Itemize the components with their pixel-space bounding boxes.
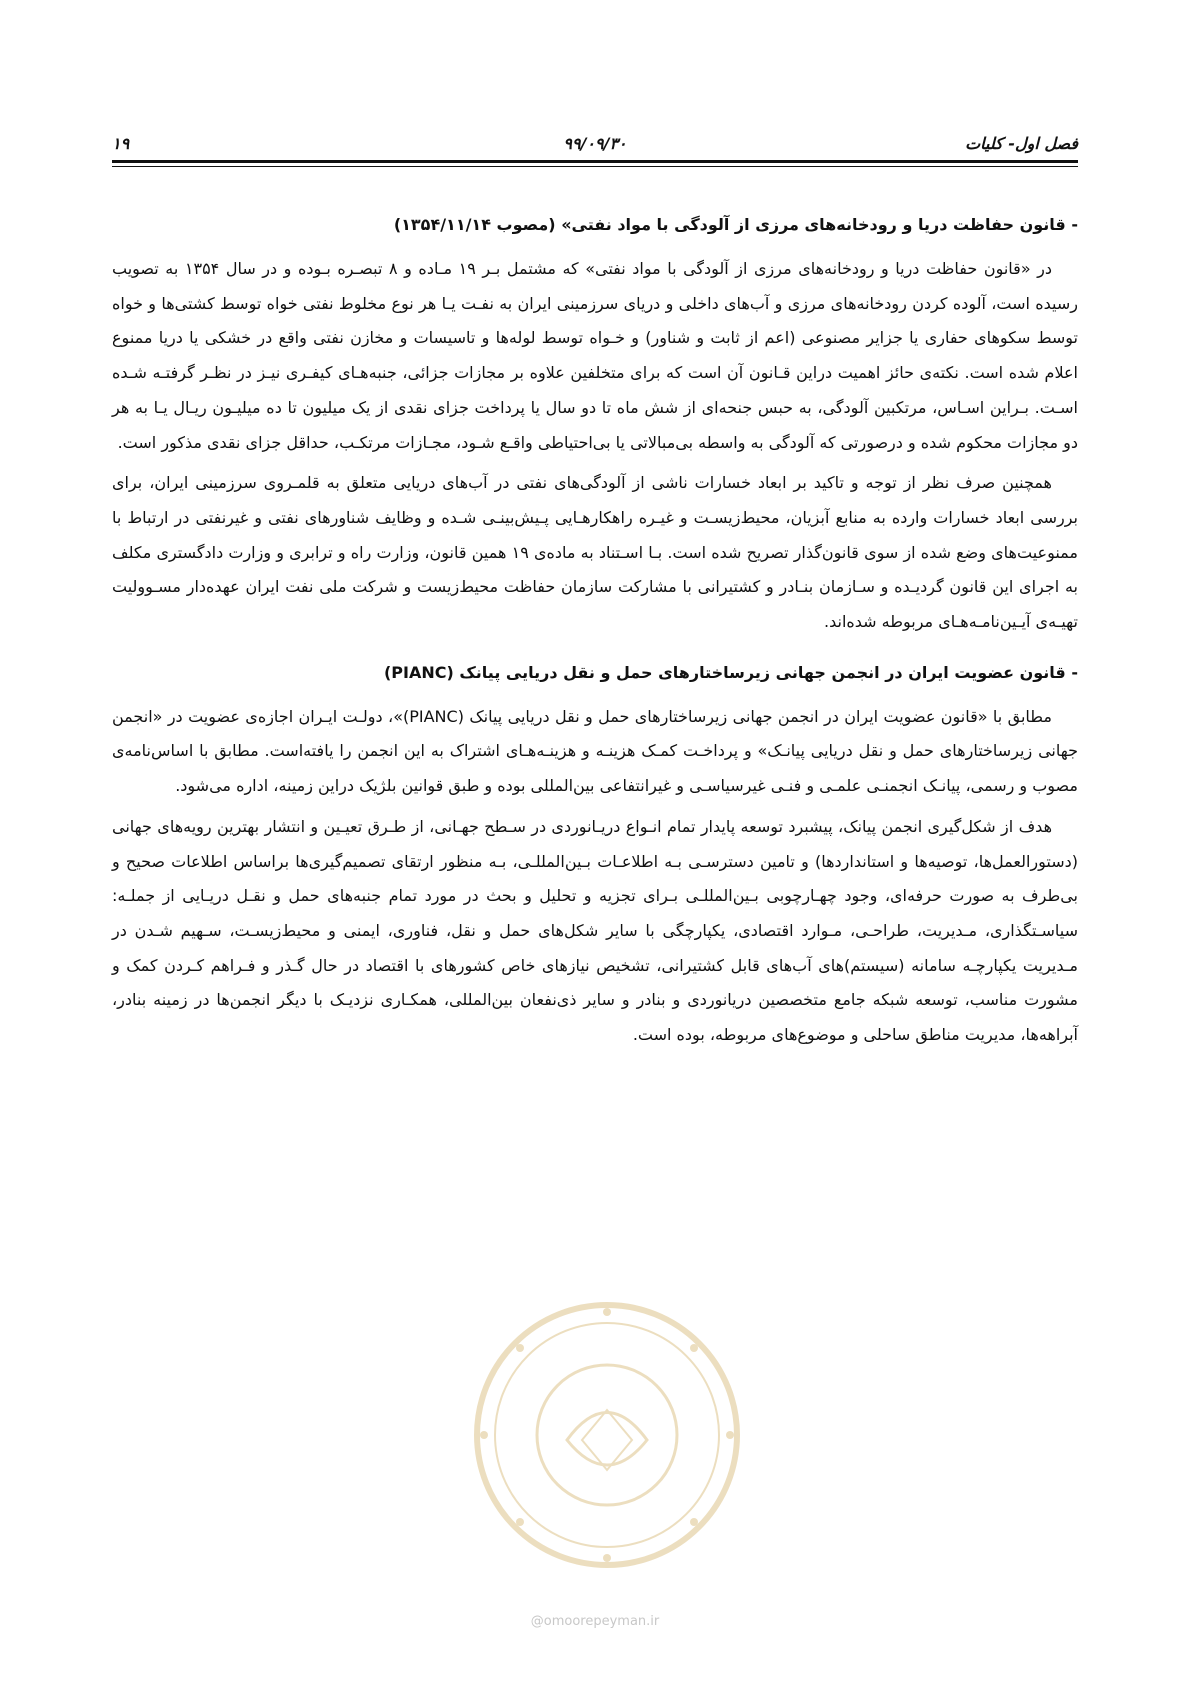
page-body (112, 210, 1078, 1059)
page-header (112, 128, 1078, 158)
paragraph: همچنین صرف نظر از توجه و تاکید بر ابعاد خسارات ناشی از آلودگی‌های نفتی در آب‌های دریایی متعلق به قلمـروی سرزمینی ایران، برای بررسی ابعاد خسارات وارده به منابع آبزیان، محیط‌زیسـت و غیـره راهکارهـایی پـیش‌بینـی شـده و وظایف شناورهای نفتی و غیرنفتی در ارتباط با ممنوعیت‌های وضع شده از سوی قانون‌گذار تصریح شده است. بـا اسـتناد به ماده‌ی ۱۹ همین قانون، وزارت راه و ترابری و وزارت دادگستری مکلف به اجرای این قانون گردیـده و سـازمان بنـادر و کشتیرانی با مشارکت سازمان حفاظت محیط‌زیست و شرکت ملی نفت ایران عهده‌دار مسـوولیت تهیـه‌ی آیـین‌نامـه‌هـای مربوطه شده‌اند. (112, 473, 1078, 632)
section-heading: - قانون حفاظت دریا و رودخانه‌های مرزی از آلودگی با مواد نفتی» (مصوب ۱۳۵۴/۱۱/۱۴) (393, 215, 1078, 234)
watermark-seal-icon (462, 1290, 752, 1580)
section-pianc-law (112, 658, 1078, 1053)
header-rule-thick (112, 160, 1078, 163)
paragraph: هدف از شکل‌گیری انجمن پیانک، پیشبرد توسعه پایدار تمام انـواع دریـانوردی در سـطح جهـانی، از طـرق تعیـین و انتشار بهترین رویه‌های جهانی (دستورالعمل‌ها، توصیه‌ها و استانداردها) و تامین دسترسـی بـه اطلاعـات بـین‌المللـی، بـه منظور ارتقای تصمیم‌گیری‌ها براساس اطلاعات صحیح و بی‌طرف به صورت حرفه‌ای، وجود چهـارچوبی بـین‌المللـی بـرای تجزیه و تحلیل و بحث در مورد تمام جنبه‌های حمل و نقـل دریـایی از جملـه: سیاسـتگذاری، مـدیریت، طراحـی، مـوارد اقتصادی، یکپارچگی با سایر شکل‌های حمل و نقل، فناوری، ایمنی و محیط‌زیسـت، سـهیم شـدن در مـدیریت یکپارچـه سامانه (سیستم)های آب‌های قابل کشتیرانی، تشخیص نیازهای خاص کشورهای با اقتصاد در حال گـذر و فـراهم کـردن کمک و مشورت مناسب، توسعه شبکه جامع متخصصین دریانوردی و بنادر و سایر ذی‌نفعان بین‌المللی، همکـاری نزدیـک با دیگر انجمن‌ها در زمینه بنادر، آبراهه‌ها، مدیریت مناطق ساحلی و موضوع‌های مربوطه، بوده است. (112, 816, 1078, 1045)
header-date: ۹۹/۰۹/۳۰ (563, 134, 627, 153)
page-number: ۱۹ (112, 134, 130, 153)
section-heading: - قانون عضویت ایران در انجمن جهانی زیرساختارهای حمل و نقل دریایی پیانک (PIANC) (383, 662, 1078, 682)
paragraph: مطابق با «قانون عضویت ایران در انجمن جهانی زیرساختارهای حمل و نقل دریایی پیانک (PIANC)»، دولـت ایـران اجازه‌ی عضویت در «انجمن جهانی زیرساختارهای حمل و نقل دریایی پیانـک» و پرداخـت کمـک هزینـه و هزینـه‌هـای اشتراک به این انجمن را یافته‌است. مطابق با اساس‌نامه‌ی مصوب و رسمی، پیانـک انجمنـی علمـی و فنـی غیرسیاسـی و غیرانتفاعی بین‌المللی بوده و طبق قوانین بلژیک دراین زمینه، اداره می‌شود. (112, 706, 1078, 796)
section-oil-pollution-law (112, 210, 1078, 640)
watermark-url: @omoorepeyman.ir (530, 1614, 660, 1629)
paragraph: در «قانون حفاظت دریا و رودخانه‌های مرزی از آلودگی با مواد نفتی» که مشتمل بـر ۱۹ مـاده و ۸ تبصـره بـوده و در سال ۱۳۵۴ به تصویب رسیده است، آلوده کردن رودخانه‌های مرزی و آب‌های داخلی و دریای سرزمینی ایران به نفـت یـا هر نوع مخلوط نفتی خواه توسط کشتی‌ها و خواه توسط سکوهای حفاری یا جزایر مصنوعی (اعم از ثابت و شناور) و خـواه توسط لوله‌ها و تاسیسات و مخازن نفتی واقع در خشکی یا دریا ممنوع اعلام شده است. نکته‌ی حائز اهمیت دراین قـانون آن است که برای متخلفین علاوه بر مجازات جزائی، جنبه‌هـای کیفـری نیـز در نظـر گرفتـه شـده اسـت. بـراین اسـاس، مرتکبین آلودگی، به حبس جنحه‌ای از شش ماه تا دو سال یا پرداخت جزای نقدی از یک میلیون تا ده میلیـون ریـال یـا به هر دو مجازات محکوم شده و درصورتی که آلودگی به واسطه بی‌مبالاتی یا بی‌احتیاطی واقـع شـود، مجـازات مرتکـب، حداقل جزای نقدی مذکور است. (112, 259, 1078, 452)
chapter-title: فصل اول- کلیات (965, 134, 1078, 153)
header-rule-thin (112, 166, 1078, 167)
